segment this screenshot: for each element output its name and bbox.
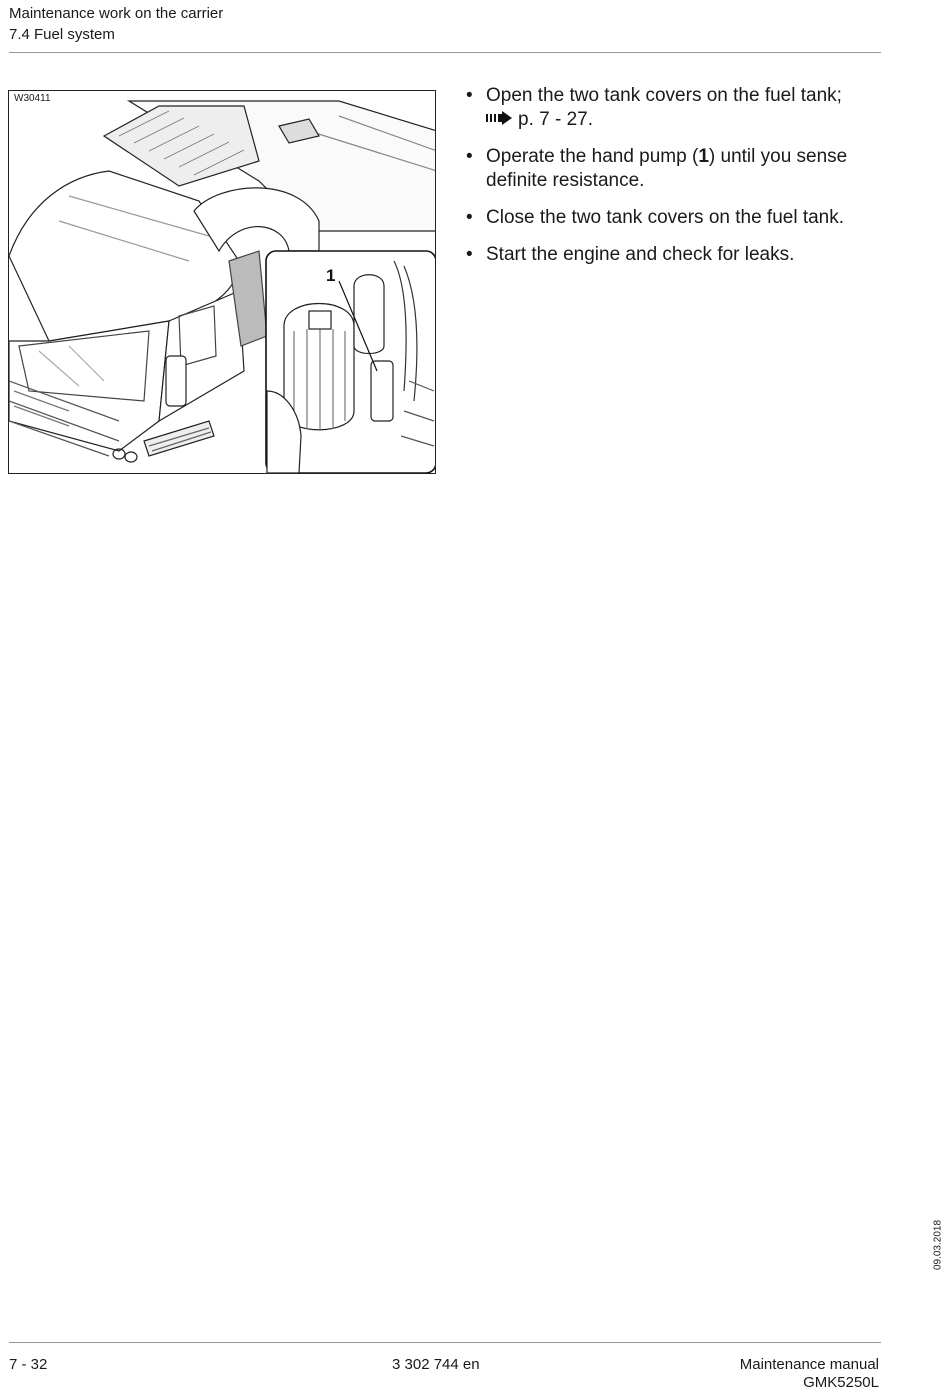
revision-date: 09.03.2018: [932, 1219, 944, 1271]
page-number: 7 - 32: [9, 1356, 48, 1373]
step-text: Start the engine and check for leaks.: [486, 244, 795, 265]
fuel-system-illustration: [8, 90, 436, 474]
instruction-step: [466, 243, 886, 267]
step-text: Close the two tank covers on the fuel tank.: [486, 207, 845, 228]
instruction-list: [466, 84, 886, 280]
header-divider: [9, 52, 881, 53]
step-text-suffix: ) until you sense definite resistance.: [486, 146, 848, 191]
figure-id: W30411: [14, 93, 51, 104]
callout-reference: 1: [698, 146, 709, 167]
model-name: GMK5250L: [803, 1374, 879, 1391]
page-reference[interactable]: p. 7 - 27.: [518, 109, 593, 130]
callout-number: 1: [326, 266, 336, 285]
instruction-step: [466, 84, 886, 132]
step-text: Open the two tank covers on the fuel tank;: [486, 85, 842, 106]
chapter-title: Maintenance work on the carrier: [9, 5, 224, 22]
document-number: 3 302 744 en: [392, 1356, 480, 1373]
footer-divider: [9, 1342, 881, 1343]
reference-arrow-icon: [486, 108, 512, 132]
page-header: [9, 3, 223, 45]
crane-carrier-drawing: [9, 91, 436, 474]
step-text-prefix: Operate the hand pump (: [486, 146, 699, 167]
manual-title: Maintenance manual: [739, 1356, 879, 1373]
instruction-step: [466, 206, 886, 230]
instruction-step: [466, 145, 886, 193]
section-title: 7.4 Fuel system: [9, 26, 115, 43]
manual-info: [740, 1356, 879, 1392]
